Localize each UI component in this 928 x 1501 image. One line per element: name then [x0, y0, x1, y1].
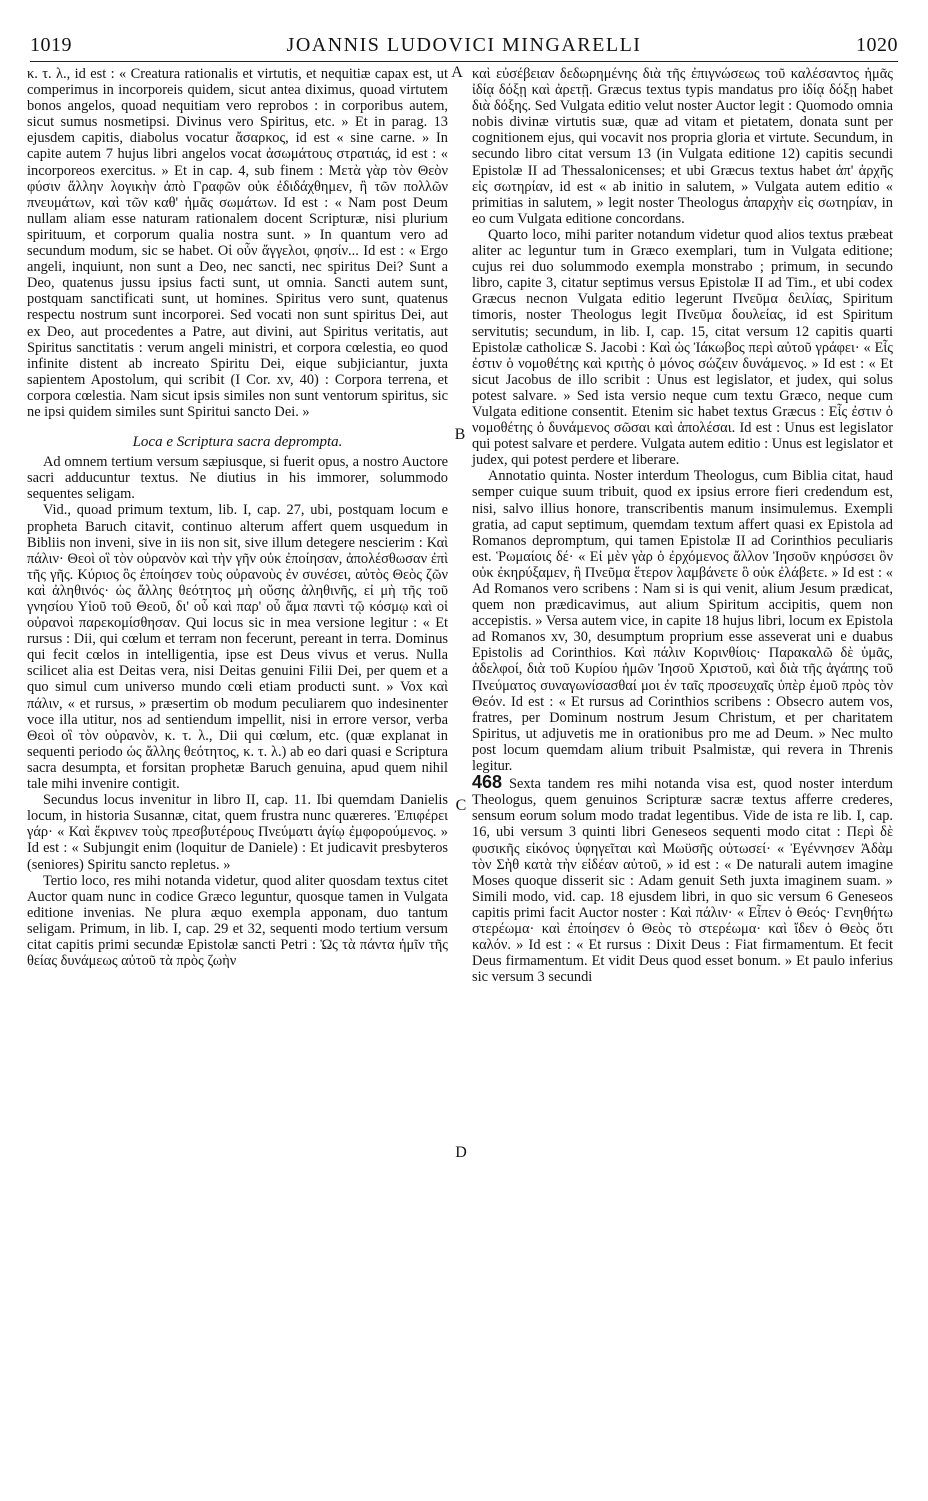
right-paragraph-2: Quarto loco, mihi pariter notandum videtur quod alios textus præbeat aliter ac leguntur tum in Græco exemplari, tum in Vulgata editione; cujus rei duo solummodo exempla monstrabo ; primum, in secundo libro, capite 3, citatur septimus versus Epistolæ II ad Tim., et ubi codex Græcus necnon Vulgata editio legerunt Πνεῦμα δειλίας, Spiritum timoris, noster Theologus legit Πνεῦμα δουλείας, id est Spiritum servitutis; secundum, in lib. I, cap. 15, citat versum 12 capitis quarti Epistolæ catholicæ S. Jacobi : Καὶ ὡς Ἰάκωβος περὶ αὐτοῦ γράφει· « Εἷς ἐστιν ὁ νομοθέτης καὶ κριτὴς ὁ μόνος σώζειν δυνάμενος. » Id est : « Et sicut Jacobus de illo scribit : Unus est legislator, et judex, qui solus potest salvare. » Sed ista versio neque cum textu Græco, neque cum Vulgata editione consentit. Etenim sic habet textus Græcus : Εἷς ἐστιν ὁ νομοθέτης ὁ δυνάμενος σῶσαι καὶ ἀπολέσαι. Id est : Unus est legislator qui potest salvare et perdere. Vulgata autem editio : Unus est legislator et judex, qui potest perdere et liberare. [472, 226, 893, 469]
right-column [472, 66, 893, 985]
right-paragraph-4-text: Sexta tandem res mihi notanda visa est, quod noster interdum Theologus, quem genuinos Scripturæ sacræ textus afferre crederes, sensum eorum solum modo tradat legentibus. Vide de ista re lib. I, cap. 16, ubi versum 3 quinti libri Geneseos sequenti modo citat : Περὶ δὲ φυσικῆς εἰκόνος ὑφηγεῖται καὶ Μωϋσῆς οὑτωσεί· « Ἐγέννησεν Ἀδὰμ τὸν Σὴθ κατὰ τὴν εἰδέαν αὐτοῦ, » id est : « De naturali autem imagine Moses quoque disserit sic : Adam genuit Seth juxta imaginem suam. » Simili modo, vid. cap. 18 ejusdem libri, in quo sic versum 6 Geneseos capitis primi facit Auctor noster : Καὶ πάλιν· « Εἶπεν ὁ Θεός· Γενηθήτω στερέωμα· καὶ ἐποίησεν ὁ Θεὸς τὸ στερέωμα· καὶ ἴδεν ὁ Θεὸς ὅτι καλόν. » Id est : « Et rursus : Dixit Deus : Fiat firmamentum. Et fecit Deus firmamentum. Et vidit Deus quod esset bonum. » Et paulo inferius sic versum 3 secundi [472, 776, 893, 986]
left-paragraph-3: Vid., quoad primum textum, lib. I, cap. 27, ubi, postquam locum e propheta Baruch citavit, continuo alterum affert quem usquedum in Bibliis non inveni, sive in iis non sit, sive illum detegere nescierim : Καὶ πάλιν· Θεοὶ οἳ τὸν οὐρανὸν καὶ τὴν γῆν οὐκ ἐποίησαν, ἀπολέσθωσαν ἐπὶ τῆς γῆς. Κύριος ὃς ἐποίησεν τοὺς οὐρανοὺς ἐν συνέσει, αὐτὸς Θεὸς ζῶν καὶ ἀληθινός· ὡς ἄλλης θεότητος μὴ οὔσης ἀληθινῆς, εἰ μὴ τῆς τοῦ γνησίου Υἱοῦ τοῦ Θεοῦ, δι' οὗ καὶ παρ' οὗ ἅμα παντὶ τῷ κόσμῳ καὶ οἱ οὐρανοὶ παρεκομίσθησαν. Qui locus sic in mea versione legitur : « Et rursus : Dii, qui cœlum et terram non fecerunt, pereant in terra. Dominus qui fecit cœlos in intelligentia, ipse est Deus vivus et verus. Nulla scilicet alia est Deitas vera, nisi Deitas genuini Filii Dei, per quem et a quo simul cum universo mundo cœli etiam producti sunt. » Vox καὶ πάλιν, « et rursus, » præsertim ob modum peculiarem quo indesinenter voce illa utitur, nos ad sentiendum impellit, nisi in errore versor, verba Θεοὶ οἳ τὸν οὐρανὸν, κ. τ. λ., Dii qui cœlum, etc. (quæ explanat in sequenti periodo ὡς ἄλλης θεότητος, κ. τ. λ.) ab eo dari quasi e Scriptura sacra desumpta, et forsitan prophetæ Baruch genuina, apud quem nihil tale mihi invenire contigit. [27, 502, 448, 793]
margin-letter-c: C [455, 797, 467, 814]
left-paragraph-1: κ. τ. λ., id est : « Creatura rationalis et virtutis, et nequitiæ capax est, ut comperimus in incorporeis quidem, sicut antea diximus, quoad virtutem bonos angelos, quoad nequitiam vero reprobos : in corporibus autem, sicut sumus nosmetipsi. Divinus vero Spiritus, etc. » Et in parag. 13 ejusdem capitis, diabolus vocatur ἄσαρκος, id est « sine carne. » In capite autem 7 hujus libri angelos vocat ἀσωμάτους στρατιάς, id est : « incorporeos exercitus. » Et in cap. 4, sub finem : Μετὰ γὰρ τὸν Θεὸν φύσιν ἄλλην λογικὴν ἀπὸ Γραφῶν οὐκ ἐδιδάχθημεν, ἢ τῶν πολλῶν πνευμάτων, καὶ τῶν καθ' ἡμᾶς σωμάτων. Id est : « Nam post Deum nullam aliam esse naturam rationalem docent Scripturæ, nisi plurium spirituum, et corporum qualia nostra sunt. » In quantum vero ad secundum modum, sic se habet. Οἱ οὖν ἄγγελοι, φησίν... Id est : « Ergo angeli, inquiunt, non sunt a Deo, nec sancti, nec spiritus Dei? Sunt a Deo, quatenus jussu ipsius facti sunt, ut omnia. Sancti autem sunt, postquam sanctificati sunt, ut homines. Spiritus vero sunt, quatenus respectu nostrum sunt incorporei. Sed vocati non sunt spiritus Dei, aut ex Deo, aut procedentes a Patre, aut divini, aut Spiritus veritatis, aut Spiritus sanctitatis : verum angeli ministri, et corpora cœlestia, eo quod infinite distent ab increato Spiritu Dei, eique subjiciantur, juxta sapientem Apostolum, qui scribit (I Cor. xv, 40) : Corpora terrena, et corpora cœlestia. Nam sicut ipsis similes non sunt ventorum spiritus, sic ne ipsi quidem similes sunt Spiritui sancto Dei. » [27, 66, 448, 420]
right-paragraph-3: Annotatio quinta. Noster interdum Theologus, cum Biblia citat, haud semper cuique suum tribuit, quod ex ipsius errore fieri credendum est, nisi, salvo illius honore, transcribentis manum insimulemus. Exempli gratia, ad caput septimum, quemdam textum affert quasi ex Epistola ad Romanos depromptum, qui tamen Epistolæ II ad Corinthios peculiaris est. Ῥωμαίοις δέ· « Εἰ μὲν γὰρ ὁ ἐρχόμενος ἄλλον Ἰησοῦν κηρύσσει ὃν οὐκ ἐκηρύξαμεν, ἢ Πνεῦμα ἕτερον λαμβάνετε ὃ οὐκ ἐλάβετε. » Id est : « Ad Romanos vero scribens : Nam si is qui venit, alium Jesum prædicat, quem non prædicavimus, aut alium Spiritum accipitis, quem non accepistis. » Versa autem vice, in capite 18 hujus libri, locum ex Epistola ad Romanos xv, 30, desumptum proprium esse asseverat uni e duabus Epistolis ad Corinthios. Καὶ πάλιν Κορινθίοις· Παρακαλῶ δὲ ὑμᾶς, ἀδελφοί, διὰ τοῦ Κυρίου ἡμῶν Ἰησοῦ Χριστοῦ, καὶ διὰ τῆς ἀγάπης τοῦ Πνεύματος συναγωνίσασθαί μοι ἐν ταῖς προσευχαῖς ὑπὲρ ἐμοῦ πρὸς τὸν Θεόν. Id est : « Et rursus ad Corinthios scribens : Obsecro autem vos, fratres, per Dominum nostrum Jesum Christum, et per charitatem Spiritus, ut adjuvetis me in orationibus pro me ad Deum. » Nec multo post locum quemdam alium tribuit Psalmistæ, qui revera in Threnis legitur. [472, 468, 893, 775]
section-heading: Loca e Scriptura sacra deprompta. [132, 434, 343, 451]
page-number-right: 1020 [856, 34, 898, 56]
left-paragraph-2: Ad omnem tertium versum sæpiusque, si fuerit opus, a nostro Auctore sacri adducuntur textus. Ne diutius in his immorer, solummodo sequentes seligam. [27, 454, 448, 503]
left-column [27, 66, 448, 969]
original-page-marker: 468 [472, 772, 503, 793]
margin-letter-a: A [451, 64, 463, 81]
running-title: JOANNIS LUDOVICI MINGARELLI [286, 34, 642, 56]
margin-letter-d: D [455, 1144, 467, 1161]
margin-letter-b: B [454, 426, 466, 443]
right-paragraph-4 [472, 774, 893, 985]
page-number-left: 1019 [30, 34, 72, 56]
header-rule [30, 61, 898, 62]
left-paragraph-5: Tertio loco, res mihi notanda videtur, quod aliter quosdam textus citet Auctor quam nunc in codice Græco leguntur, quosque tamen in Vulgata editione invenias. Ne plura æquo exempla apponam, duo tantum seligam. Primum, in lib. I, cap. 29 et 32, sequenti modo tertium versum citat capitis primi secundæ Epistolæ sancti Petri : Ὡς τὰ πάντα ἡμῖν τῆς θείας δυνάμεως αὐτοῦ τὰ πρὸς ζωὴν [27, 872, 448, 970]
right-paragraph-1: καὶ εὐσέβειαν δεδωρημένης διὰ τῆς ἐπιγνώσεως τοῦ καλέσαντος ἡμᾶς ἰδίᾳ δόξῃ καὶ ἀρετῇ. Græcus textus typis mandatus pro ἰδίᾳ δόξῃ habet διὰ δόξης. Sed Vulgata editio velut noster Auctor legit : Quomodo omnia nobis divinæ virtutis suæ, quæ ad vitam et pietatem, donata sunt per cognitionem ejus, qui vocavit nos propria gloria et virtute. Secundum, in secundo libro citat versum 13 (in Vulgata editione 12) capitis secundi Epistolæ II ad Thessalonicenses; et ubi Græcus textus habet ἀπ' ἀρχῆς εἰς σωτηρίαν, id est « ab initio in salutem, » Vulgata autem editio « primitias in salutem, » legit noster Theologus ἀπαρχὴν εἰς σωτηρίαν, in eo cum Vulgata editione concordans. [472, 66, 893, 227]
page-header [30, 34, 898, 60]
left-paragraph-4: Secundus locus invenitur in libro II, cap. 11. Ibi quemdam Danielis locum, in historia Susannæ, citat, quem frustra nunc quæreres. Ἐπιφέρει γάρ· « Καὶ ἔκρινεν τοὺς πρεσβυτέρους Πνεύματι ἁγίῳ ἐμφορούμενος. » Id est : « Subjungit enim (loquitur de Daniele) : Et judicavit presbyteros (seniores) Spiritu sancto repletus. » [27, 792, 448, 873]
